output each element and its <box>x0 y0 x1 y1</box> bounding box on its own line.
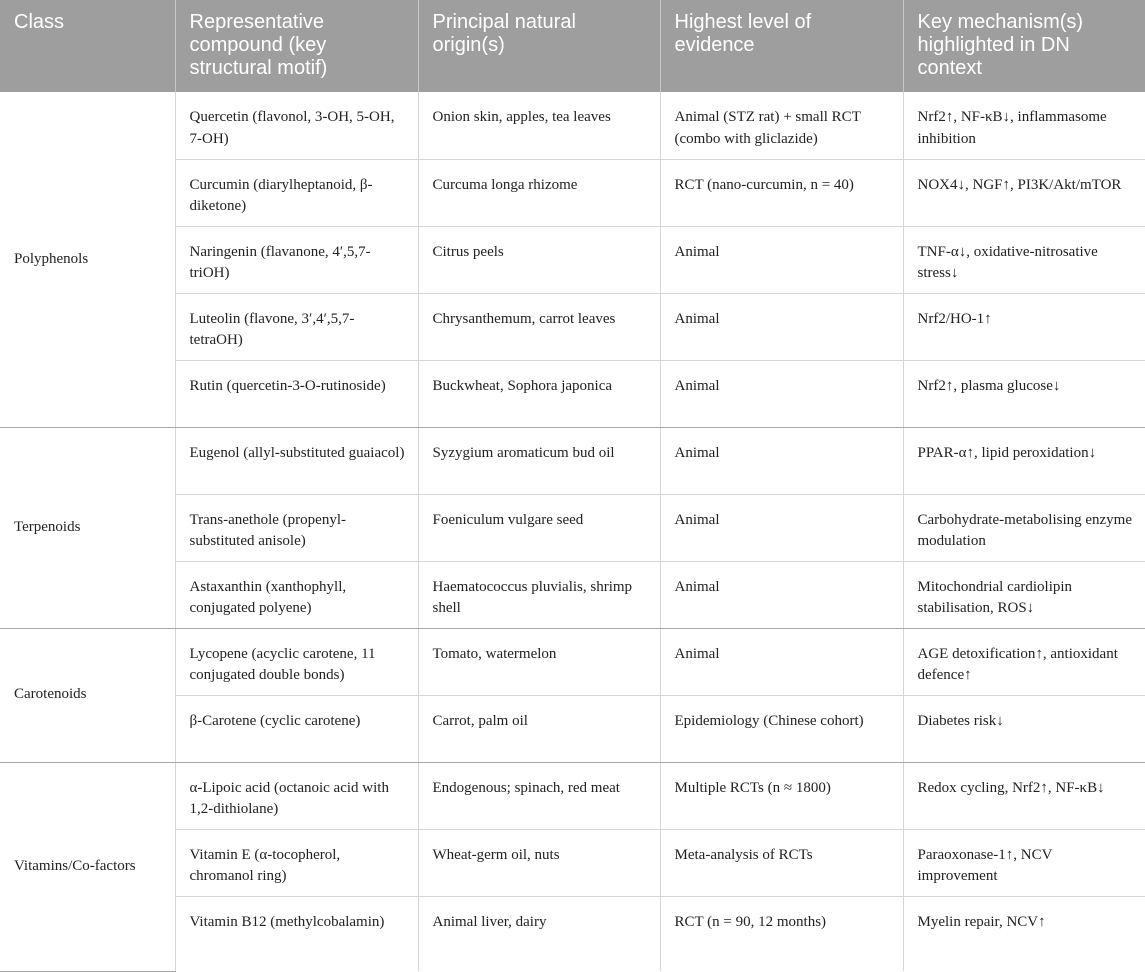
table-row <box>0 427 1145 494</box>
mechanism-cell: Myelin repair, NCV↑ <box>903 896 1145 971</box>
mechanism-cell: Redox cycling, Nrf2↑, NF-κB↓ <box>903 762 1145 829</box>
class-cell: Vitamins/Co-factors <box>0 762 175 971</box>
mechanism-cell: Nrf2↑, NF-κB↓, inflammasome inhibition <box>903 92 1145 159</box>
compound-cell: Trans-anethole (propenyl-substituted anisole) <box>175 494 418 561</box>
mechanism-cell: Carbohydrate-metabolising enzyme modulation <box>903 494 1145 561</box>
origin-cell: Curcuma longa rhizome <box>418 159 660 226</box>
evidence-cell: Meta-analysis of RCTs <box>660 829 903 896</box>
origin-cell: Foeniculum vulgare seed <box>418 494 660 561</box>
header-evidence: Highest level of evidence <box>660 0 903 92</box>
compound-cell: Lycopene (acyclic carotene, 11 conjugated double bonds) <box>175 628 418 695</box>
compound-cell: Naringenin (flavanone, 4′,5,7-triOH) <box>175 226 418 293</box>
mechanism-cell: Nrf2/HO-1↑ <box>903 293 1145 360</box>
class-cell: Carotenoids <box>0 628 175 762</box>
table-row <box>0 762 1145 829</box>
compound-cell: Eugenol (allyl-substituted guaiacol) <box>175 427 418 494</box>
mechanism-cell: Diabetes risk↓ <box>903 695 1145 762</box>
header-origin: Principal natural origin(s) <box>418 0 660 92</box>
mechanism-cell: Mitochondrial cardiolipin stabilisation, ROS↓ <box>903 561 1145 628</box>
table-header <box>0 0 1145 92</box>
compound-cell: Rutin (quercetin-3-O-rutinoside) <box>175 360 418 427</box>
evidence-cell: Animal <box>660 226 903 293</box>
header-class: Class <box>0 0 175 92</box>
evidence-cell: RCT (nano-curcumin, n = 40) <box>660 159 903 226</box>
evidence-cell: Animal (STZ rat) + small RCT (combo with gliclazide) <box>660 92 903 159</box>
class-cell: Polyphenols <box>0 92 175 427</box>
mechanism-cell: Nrf2↑, plasma glucose↓ <box>903 360 1145 427</box>
evidence-cell: Epidemiology (Chinese cohort) <box>660 695 903 762</box>
origin-cell: Chrysanthemum, carrot leaves <box>418 293 660 360</box>
compound-cell: α-Lipoic acid (octanoic acid with 1,2-dithiolane) <box>175 762 418 829</box>
header-mechanism: Key mechanism(s) highlighted in DN context <box>903 0 1145 92</box>
evidence-cell: Multiple RCTs (n ≈ 1800) <box>660 762 903 829</box>
origin-cell: Endogenous; spinach, red meat <box>418 762 660 829</box>
origin-cell: Tomato, watermelon <box>418 628 660 695</box>
mechanism-cell: TNF-α↓, oxidative-nitrosative stress↓ <box>903 226 1145 293</box>
origin-cell: Citrus peels <box>418 226 660 293</box>
origin-cell: Animal liver, dairy <box>418 896 660 971</box>
mechanism-cell: PPAR-α↑, lipid peroxidation↓ <box>903 427 1145 494</box>
origin-cell: Syzygium aromaticum bud oil <box>418 427 660 494</box>
mechanism-cell: Paraoxonase-1↑, NCV improvement <box>903 829 1145 896</box>
evidence-cell: Animal <box>660 494 903 561</box>
table-body <box>0 92 1145 971</box>
table-row <box>0 628 1145 695</box>
compound-cell: Curcumin (diarylheptanoid, β-diketone) <box>175 159 418 226</box>
compound-cell: Vitamin E (α-tocopherol, chromanol ring) <box>175 829 418 896</box>
evidence-cell: Animal <box>660 561 903 628</box>
table-row <box>0 92 1145 159</box>
mechanism-cell: AGE detoxification↑, antioxidant defence↑ <box>903 628 1145 695</box>
evidence-cell: Animal <box>660 427 903 494</box>
evidence-cell: Animal <box>660 360 903 427</box>
compound-cell: β-Carotene (cyclic carotene) <box>175 695 418 762</box>
origin-cell: Buckwheat, Sophora japonica <box>418 360 660 427</box>
origin-cell: Onion skin, apples, tea leaves <box>418 92 660 159</box>
header-row <box>0 0 1145 92</box>
mechanism-cell: NOX4↓, NGF↑, PI3K/Akt/mTOR <box>903 159 1145 226</box>
compound-cell: Quercetin (flavonol, 3-OH, 5-OH, 7-OH) <box>175 92 418 159</box>
compound-cell: Astaxanthin (xanthophyll, conjugated polyene) <box>175 561 418 628</box>
compound-cell: Luteolin (flavone, 3′,4′,5,7-tetraOH) <box>175 293 418 360</box>
compound-cell: Vitamin B12 (methylcobalamin) <box>175 896 418 971</box>
evidence-cell: RCT (n = 90, 12 months) <box>660 896 903 971</box>
evidence-cell: Animal <box>660 628 903 695</box>
origin-cell: Wheat-germ oil, nuts <box>418 829 660 896</box>
evidence-cell: Animal <box>660 293 903 360</box>
header-compound: Representative compound (key structural motif) <box>175 0 418 92</box>
origin-cell: Carrot, palm oil <box>418 695 660 762</box>
class-cell: Terpenoids <box>0 427 175 628</box>
origin-cell: Haematococcus pluvialis, shrimp shell <box>418 561 660 628</box>
